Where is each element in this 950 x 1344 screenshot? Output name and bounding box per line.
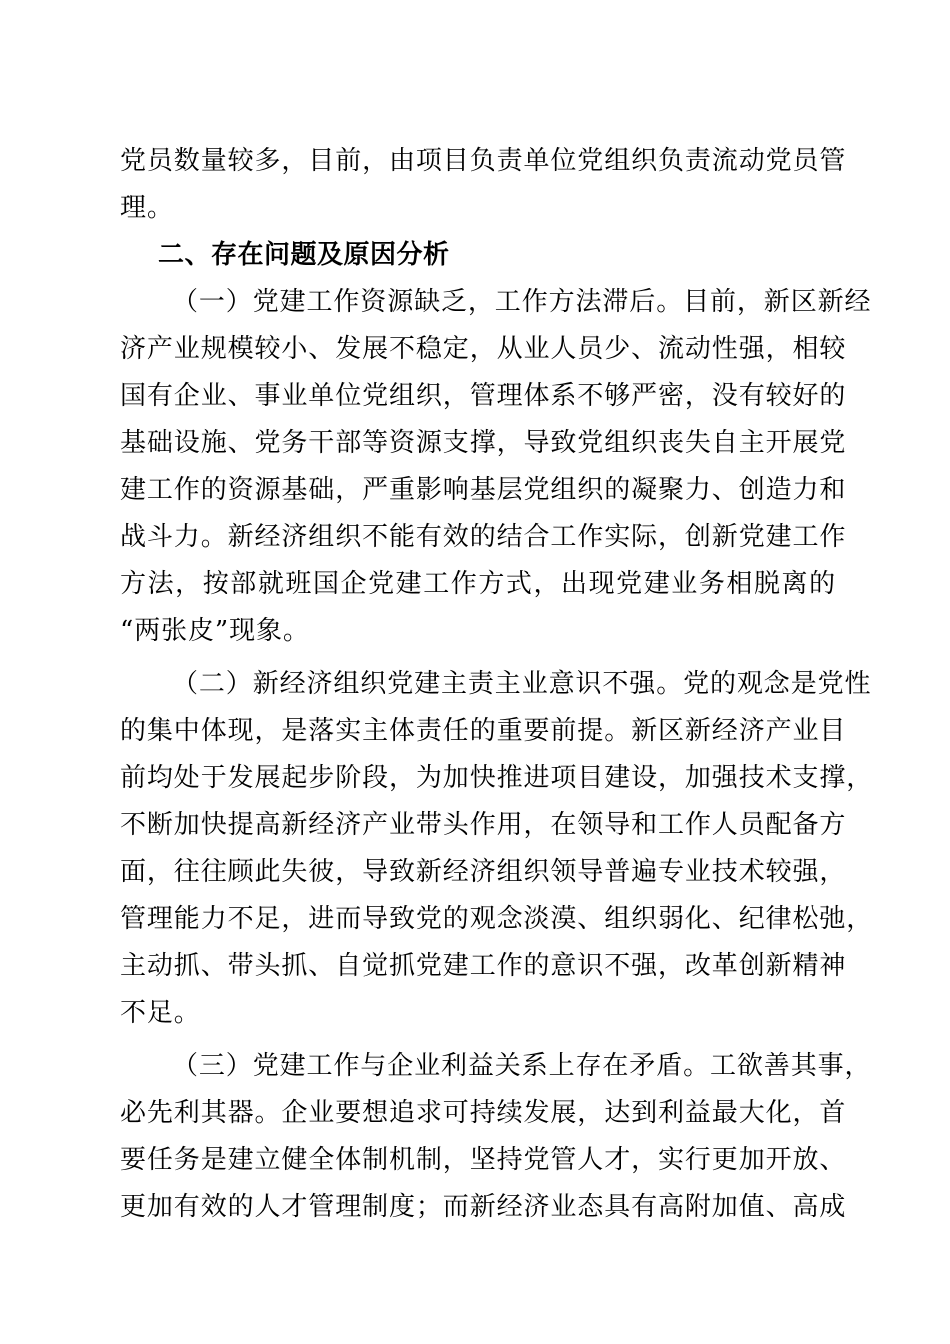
paragraph-line: 党员数量较多，目前，由项目负责单位党组织负责流动党员管 <box>120 146 847 176</box>
paragraph-line: 济产业规模较小、发展不稳定，从业人员少、流动性强，相较 <box>120 334 847 364</box>
paragraph-line: （三）党建工作与企业利益关系上存在矛盾。工欲善其事， <box>172 1051 872 1081</box>
paragraph-line: “两张皮”现象。 <box>120 616 310 646</box>
paragraph-3 <box>120 1043 872 1231</box>
paragraph-line: 理。 <box>120 193 174 223</box>
paragraph-line: 建工作的资源基础，严重影响基层党组织的凝聚力、创造力和 <box>120 475 847 505</box>
paragraph-line: 的集中体现，是落实主体责任的重要前提。新区新经济产业目 <box>120 716 847 746</box>
paragraph-line: 前均处于发展起步阶段，为加快推进项目建设，加强技术支撑， <box>120 763 874 793</box>
paragraph-line: 更加有效的人才管理制度；而新经济业态具有高附加值、高成 <box>120 1192 847 1222</box>
paragraph-line: 面，往往顾此失彼，导致新经济组织领导普遍专业技术较强， <box>120 857 847 887</box>
paragraph-line: 管理能力不足，进而导致党的观念淡漠、组织弱化、纪律松弛， <box>120 904 874 934</box>
document-body <box>120 138 874 1231</box>
paragraph-1 <box>120 279 872 655</box>
paragraph-line: 不足。 <box>120 998 201 1028</box>
paragraph-line: 战斗力。新经济组织不能有效的结合工作实际，创新党建工作 <box>120 522 847 552</box>
paragraph-line: 要任务是建立健全体制机制，坚持党管人才，实行更加开放、 <box>120 1145 847 1175</box>
paragraph-line: （一）党建工作资源缺乏，工作方法滞后。目前，新区新经 <box>172 287 872 317</box>
paragraph-line: 不断加快提高新经济产业带头作用，在领导和工作人员配备方 <box>120 810 847 840</box>
paragraph-line: （二）新经济组织党建主责主业意识不强。党的观念是党性 <box>172 669 872 699</box>
section-heading: 二、存在问题及原因分析 <box>158 240 450 270</box>
paragraph-line: 主动抓、带头抓、自觉抓党建工作的意识不强，改革创新精神 <box>120 951 847 981</box>
paragraph-2 <box>120 661 874 1037</box>
paragraph-line: 基础设施、党务干部等资源支撑，导致党组织丧失自主开展党 <box>120 428 847 458</box>
paragraph-line: 方法，按部就班国企党建工作方式，出现党建业务相脱离的 <box>120 569 836 599</box>
paragraph-continued <box>120 138 847 232</box>
paragraph-line: 国有企业、事业单位党组织，管理体系不够严密，没有较好的 <box>120 381 847 411</box>
paragraph-line: 必先利其器。企业要想追求可持续发展，达到利益最大化，首 <box>120 1098 847 1128</box>
